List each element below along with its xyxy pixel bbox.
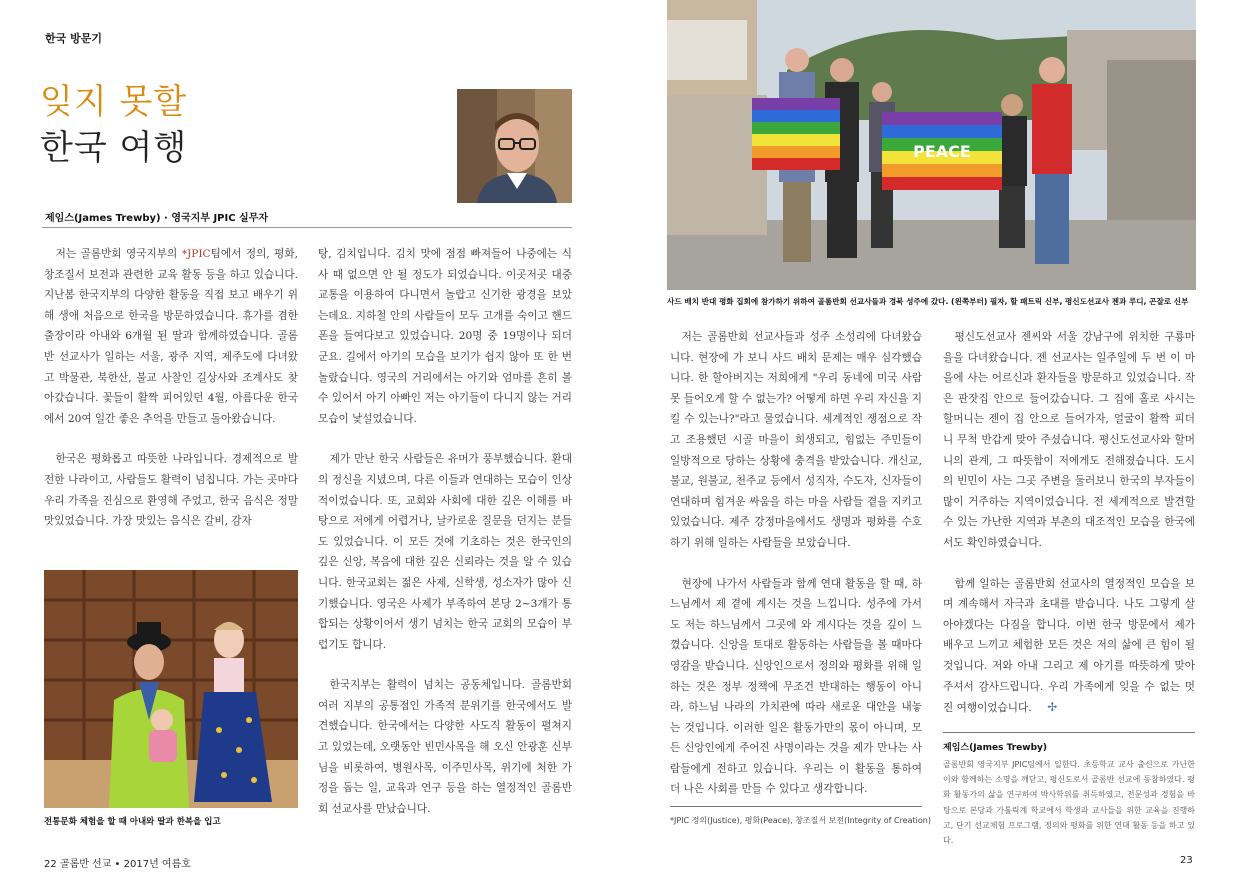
peace-flag-text: PEACE [913,142,971,161]
photo-caption: 전통문화 체험을 할 때 아내와 딸과 한복을 입고 [44,817,221,827]
section-label: 한국 방문기 [45,32,102,45]
paragraph-text: 저는 골롬반회 영국지부의 [55,248,182,260]
paragraph-text: 팀에서 정의, 평화, 창조질서 보전과 관련한 교육 활동 등을 하고 있습니다. 지난봄 한국지부의 다양한 활동을 직접 보고 배우기 위해 생애 처음으로 한국을 방문하였습니다. 휴가를 겸한 출장이라 아내와 6개월 된 딸과 함께하였습니다. 골롬반 선교사가 일하는 서울, 광주 지역, 제주도에 다녀왔고 박물관, 북한산, 불교 사찰인 길상사와 조계사도 찾아갔습니다. 꽃들이 활짝 피어있던 4월, 아름다운 한국에서 20여 일간 좋은 추억을 만들고 돌아왔습니다. [44,248,298,425]
article-column-3 [670,327,922,820]
paragraph [44,244,298,429]
paragraph: 한국지부는 활력이 넘치는 공동체입니다. 골롬반회 여러 지부의 공통점인 가족적 분위기를 한국에서도 발견했습니다. 한국에서는 다양한 사도직 활동이 펼쳐지고 있었는데, 오랫동안 빈민사목을 해 오신 안광훈 신부님을 비롯하여, 병원사목, 이주민사목, 위기에 처한 가정을 돕는 일, 교육과 연구 등을 하는 열정적인 골롬반회 선교사를 만났습니다. [318,679,572,815]
title-line-1: 잊지 못할 [40,82,188,122]
paragraph: 제가 만난 한국 사람들은 유머가 풍부했습니다. 환대의 정신을 지녔으며, 다른 이들과 연대하는 모습이 인상적이었습니다. 또, 교회와 사회에 대한 깊은 이해를 바탕으로 저에게 어렵거나, 날카로운 질문을 던지는 분들도 있었습니다. 이 모든 것에 기초하는 것은 한국인의 깊은 신앙, 복음에 대한 깊은 신뢰라는 것을 알 수 있습니다. 한국교회는 젊은 사제, 신학생, 성소자가 많아 신기했습니다. 영국은 사제가 부족하여 본당 2~3개가 통합되는 상황이어서 생기 넘치는 한국 교회의 모습이 부럽기도 합니다. [318,453,572,651]
paragraph: 현장에 나가서 사람들과 함께 연대 활동을 할 때, 하느님께서 제 곁에 계시는 것을 느낍니다. 성주에 가서도 저는 하느님께서 그곳에 와 계시다는 것을 깊이 느꼈습니다. 신앙을 토대로 활동하는 사람들을 볼 때마다 영감을 받습니다. 신앙인으로서 정의와 평화를 위해 일하는 것은 정부 정책에 무조건 반대하는 행동이 아니라, 하느님 나라의 가치관에 따라 새로운 대안을 내놓는 것입니다. 이러한 일은 활동가만의 몫이 아니며, 모든 신앙인에게 주어진 사명이라는 것을 제가 만나는 사람들에게 전하고 있습니다. 우리는 이 활동을 통하여 더 나은 사회를 만들 수 있다고 생각합니다. [670,577,922,796]
byline: 제임스(James Trewby) · 영국지부 JPIC 실무자 [45,213,269,224]
bio-text: 골롬반회 영국지부 JPIC팀에서 일한다. 초등학교 교사 출신으로 가난한 이와 함께하는 소명을 깨닫고, 평신도로서 골롬반 선교에 동참하였다. 평화 활동가의 삶을 연구하여 박사학위를 취득하였고, 전문성과 경험을 바탕으로 본당과 가톨릭계 학교에서 학생과 교사들을 위한 교육을 진행하고, 단기 선교체험 프로그램, 정의와 평화를 위한 연대 활동 등을 하고 있다. [943,760,1195,846]
paragraph: 한국은 평화롭고 따뜻한 나라입니다. 경제적으로 발전한 나라이고, 사람들도 활력이 넘칩니다. 가는 곳마다 우리 가족을 진심으로 환영해 주었고, 한국 음식은 정말 맛있었습니다. 가장 맛있는 음식은 갈비, 감자 [44,453,298,528]
article-column-1 [44,244,298,552]
bio-name: 제임스(James Trewby) [943,743,1048,753]
page-number-left: 22 골롬반 선교 • 2017년 여름호 [44,859,191,870]
paragraph: 탕, 김치입니다. 김치 맛에 점점 빠져들어 나중에는 식사 때 없으면 안 될 정도가 되었습니다. 이곳저곳 대중교통을 이용하여 다니면서 놀랍고 신기한 광경을 보았는데요. 지하철 안의 사람들이 모두 고개를 숙이고 핸드폰을 들여다보고 있었습니다. 20명 중 19명이나 되더군요. 길에서 아기의 모습을 보기가 쉽지 않아 또 한 번 놀랐습니다. 영국의 거리에서는 아기와 엄마를 흔히 볼 수 있어서 아기 아빠인 저는 아기들이 다니지 않는 거리 모습이 낯설었습니다. [318,248,572,425]
jpic-reference: *JPIC [181,248,211,260]
footnote: *JPIC 정의(Justice), 평화(Peace), 창조질서 보전(Integrity of Creation) [670,816,931,825]
end-mark-icon: ✢ [1047,700,1058,715]
photo-caption: 사드 배치 반대 평화 집회에 참가하기 위하여 골롬반회 선교사들과 경북 성주에 갔다. (왼쪽부터) 필자, 할 패트릭 신부, 평신도선교사 젠과 루디, 곤잘로 신부 [667,297,1189,306]
paragraph: 저는 골롬반회 선교사들과 성주 소성리에 다녀왔습니다. 현장에 가 보니 사드 배치 문제는 매우 심각했습니다. 한 할아버지는 저희에게 "우리 동네에 미국 사람 못 들어오게 할 수 없는가? 어떻게 하면 우리 자신을 지킬 수 있는나?"라고 물었습니다. 세계적인 쟁점으로 작고 조용했던 시골 마을이 희생되고, 힘없는 주민들이 일방적으로 당하는 상황에 충격을 받았습니다. 개신교, 불교, 원불교, 천주교 등에서 성직자, 수도자, 신자들이 연대하며 힘겨운 싸움을 하는 마을 사람들 곁을 지키고 있었습니다. 제주 강정마을에서도 생명과 평화를 수호하기 위해 일하는 사람들을 보았습니다. [670,331,922,549]
title-line-2: 한국 여행 [40,128,188,168]
paragraph-text: 함께 일하는 골롬반회 선교사의 열정적인 모습을 보며 계속해서 자극과 초대를 받습니다. 나도 그렇게 살아야겠다는 다짐을 합니다. 이번 한국 방문에서 제가 배우고 느끼고 체험한 모든 것은 저의 삶에 큰 힘이 될 것입니다. 저와 아내 그리고 제 아기를 따뜻하게 맞아 주셔서 감사드립니다. 우리 가족에게 잊을 수 없는 멋진 여행이었습니다. [943,577,1195,715]
hanbok-family-photo [44,570,298,808]
divider [670,806,922,807]
article-column-2 [318,244,572,839]
peace-rally-photo [667,0,1196,290]
divider [42,227,572,228]
page-number-right: 23 [1180,855,1193,866]
paragraph: 평신도선교사 젠씨와 서울 강남구에 위치한 구룡마을을 다녀왔습니다. 젠 선교사는 일주일에 두 번 이 마을에 사는 어르신과 환자들을 방문하고 있었습니다. 작은 판잣집 안으로 들어갔습니다. 그 집에 홀로 사시는 할머니는 젠이 집 안으로 들어가자, 얼굴이 활짝 피더니 무척 반갑게 맞아 주셨습니다. 평신도선교사와 할머니의 관계, 그 따뜻함이 저에게도 전해졌습니다. 도시의 빈민이 사는 그곳 주변을 둘러보니 한국의 부자들이 많이 거주하는 지역이었습니다. 전 세계적으로 발견할 수 있는 가난한 지역과 부촌의 대조적인 모습을 한국에서도 확인하였습니다. [943,331,1195,549]
divider [943,732,1195,733]
author-portrait [457,89,572,203]
paragraph [943,574,1195,719]
article-column-4 [943,327,1195,739]
